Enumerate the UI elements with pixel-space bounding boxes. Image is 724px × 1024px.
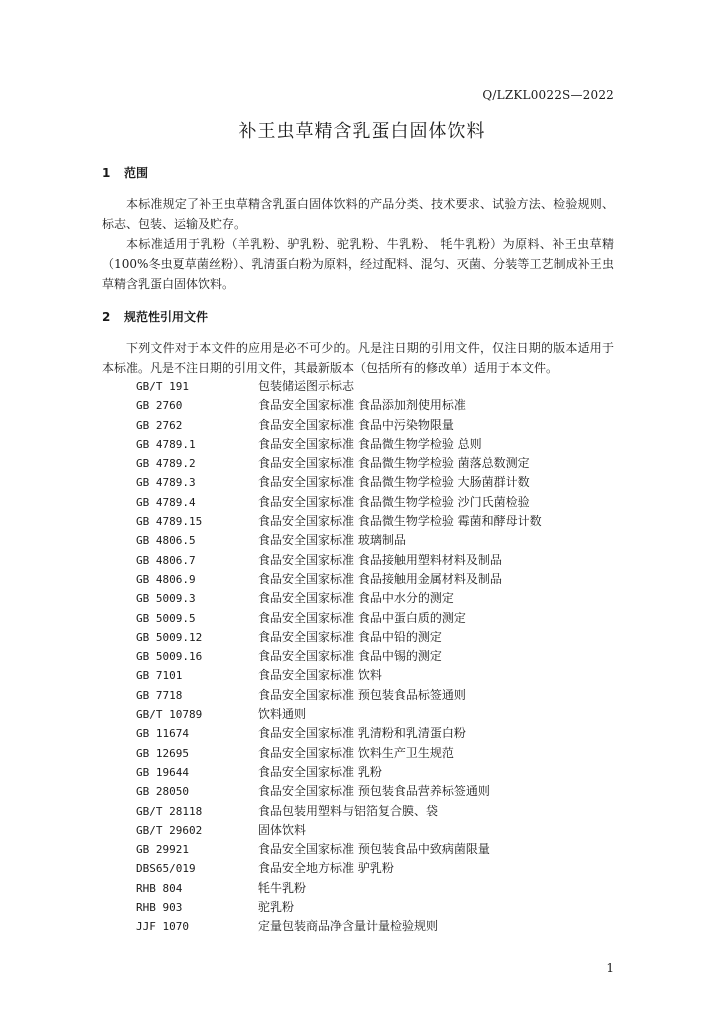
reference-title: 食品安全国家标准 食品微生物学检验 霉菌和酵母计数 <box>258 514 542 529</box>
references-intro-paragraph: 下列文件对于本文件的应用是必不可少的。凡是注日期的引用文件，仅注日期的版本适用于本标准。凡是不注日期的引用文件，其最新版本（包括所有的修改单）适用于本文件。 <box>102 341 614 375</box>
reference-row <box>136 917 616 936</box>
reference-row <box>136 802 616 821</box>
reference-title: 食品安全国家标准 食品微生物学检验 菌落总数测定 <box>258 456 530 471</box>
reference-title: 食品安全国家标准 玻璃制品 <box>258 533 406 548</box>
reference-code: GB 4806.5 <box>136 534 196 548</box>
page-number: 1 <box>606 961 614 975</box>
reference-title: 食品安全国家标准 食品微生物学检验 沙门氏菌检验 <box>258 494 530 509</box>
reference-code: GB/T 28118 <box>136 804 203 818</box>
reference-title: 食品安全国家标准 食品接触用金属材料及制品 <box>258 571 502 586</box>
reference-code: GB 4789.1 <box>136 437 196 451</box>
reference-row <box>136 879 616 898</box>
reference-row <box>136 512 616 531</box>
reference-row <box>136 454 616 473</box>
reference-code: RHB 804 <box>136 881 183 895</box>
reference-row <box>136 666 616 685</box>
reference-code: GB 2762 <box>136 418 183 432</box>
reference-title: 食品安全国家标准 食品接触用塑料材料及制品 <box>258 552 502 567</box>
reference-title: 食品安全国家标准 预包装食品营养标签通则 <box>258 784 490 799</box>
reference-row <box>136 821 616 840</box>
reference-code: DBS65/019 <box>136 862 196 876</box>
reference-title: 牦牛乳粉 <box>258 880 307 895</box>
reference-code: GB 7101 <box>136 669 183 683</box>
reference-code: GB 5009.12 <box>136 630 203 644</box>
standard-code: Q/LZKL0022S—2022 <box>482 88 614 102</box>
reference-row <box>136 609 616 628</box>
reference-title: 食品安全国家标准 食品中铅的测定 <box>258 629 442 644</box>
reference-code: GB 12695 <box>136 746 189 760</box>
reference-code: GB/T 10789 <box>136 708 203 722</box>
reference-row <box>136 435 616 454</box>
reference-code: GB 4789.15 <box>136 515 203 529</box>
reference-title: 食品安全国家标准 乳清粉和乳清蛋白粉 <box>258 726 466 741</box>
document-title: 补王虫草精含乳蛋白固体饮料 <box>238 121 486 142</box>
reference-title: 食品安全国家标准 预包装食品中致病菌限量 <box>258 842 490 857</box>
reference-code: GB 4806.9 <box>136 572 196 586</box>
reference-code: RHB 903 <box>136 901 183 915</box>
reference-title: 食品包装用塑料与铝箔复合膜、袋 <box>258 803 439 818</box>
reference-title: 食品安全国家标准 食品微生物学检验 大肠菌群计数 <box>258 475 530 490</box>
reference-title: 食品安全国家标准 食品微生物学检验 总则 <box>258 436 482 451</box>
reference-code: GB 28050 <box>136 785 189 799</box>
reference-title: 食品安全国家标准 食品中锡的测定 <box>258 649 442 664</box>
reference-title: 固体饮料 <box>258 822 307 837</box>
reference-code: GB 5009.16 <box>136 650 203 664</box>
reference-code: GB 5009.5 <box>136 611 196 625</box>
reference-row <box>136 628 616 647</box>
reference-list <box>136 377 616 937</box>
reference-title: 包装储运图示标志 <box>258 379 355 393</box>
scope-paragraph-1: 本标准规定了补王虫草精含乳蛋白固体饮料的产品分类、技术要求、试验方法、检验规则、标志、包装、运输及贮存。 <box>102 197 614 231</box>
reference-title: 食品安全国家标准 乳粉 <box>258 764 382 779</box>
reference-row <box>136 473 616 492</box>
reference-title: 食品安全地方标准 驴乳粉 <box>258 861 394 876</box>
reference-row <box>136 744 616 763</box>
reference-row <box>136 859 616 878</box>
reference-row <box>136 589 616 608</box>
reference-row <box>136 898 616 917</box>
reference-title: 食品安全国家标准 食品中水分的测定 <box>258 591 454 606</box>
section-number: 1 <box>102 166 111 180</box>
section-heading-normative-references <box>102 308 208 325</box>
reference-code: GB 4806.7 <box>136 553 196 567</box>
reference-code: GB 4789.3 <box>136 476 196 490</box>
section-number: 2 <box>102 310 111 324</box>
section-heading-scope <box>102 164 148 181</box>
reference-row <box>136 686 616 705</box>
reference-code: GB 4789.2 <box>136 457 196 471</box>
reference-row <box>136 531 616 550</box>
reference-code: GB 5009.3 <box>136 592 196 606</box>
section-title: 规范性引用文件 <box>124 310 209 324</box>
reference-row <box>136 763 616 782</box>
section-title: 范围 <box>124 166 149 180</box>
reference-row <box>136 396 616 415</box>
reference-row <box>136 647 616 666</box>
reference-title: 食品安全国家标准 食品中蛋白质的测定 <box>258 610 466 625</box>
reference-code: GB/T 191 <box>136 380 189 393</box>
reference-title: 食品安全国家标准 饮料生产卫生规范 <box>258 745 454 760</box>
reference-row <box>136 416 616 435</box>
reference-code: GB 11674 <box>136 727 189 741</box>
reference-title: 食品安全国家标准 食品中污染物限量 <box>258 417 454 432</box>
reference-row <box>136 551 616 570</box>
reference-row <box>136 493 616 512</box>
reference-code: JJF 1070 <box>136 920 189 934</box>
reference-code: GB 29921 <box>136 843 189 857</box>
reference-row <box>136 705 616 724</box>
reference-code: GB 19644 <box>136 765 189 779</box>
reference-row <box>136 377 616 396</box>
reference-title: 食品安全国家标准 预包装食品标签通则 <box>258 687 466 702</box>
reference-row <box>136 724 616 743</box>
reference-title: 饮料通则 <box>258 707 307 722</box>
reference-row <box>136 782 616 801</box>
reference-code: GB 7718 <box>136 688 183 702</box>
reference-title: 驼乳粉 <box>258 900 295 915</box>
reference-title: 定量包装商品净含量计量检验规则 <box>258 919 439 934</box>
reference-row <box>136 840 616 859</box>
reference-code: GB 2760 <box>136 399 183 413</box>
reference-title: 食品安全国家标准 饮料 <box>258 668 382 683</box>
reference-title: 食品安全国家标准 食品添加剂使用标准 <box>258 398 466 413</box>
reference-code: GB 4789.4 <box>136 495 196 509</box>
reference-row <box>136 570 616 589</box>
scope-paragraph-2: 本标准适用于乳粉（羊乳粉、驴乳粉、驼乳粉、牛乳粉、 牦牛乳粉）为原料、补王虫草精（100%冬虫夏草菌丝粉）、乳清蛋白粉为原料，经过配料、混匀、灭菌、分装等工艺制成补王虫草精含乳蛋白固体饮料。 <box>102 237 614 291</box>
reference-code: GB/T 29602 <box>136 823 203 837</box>
